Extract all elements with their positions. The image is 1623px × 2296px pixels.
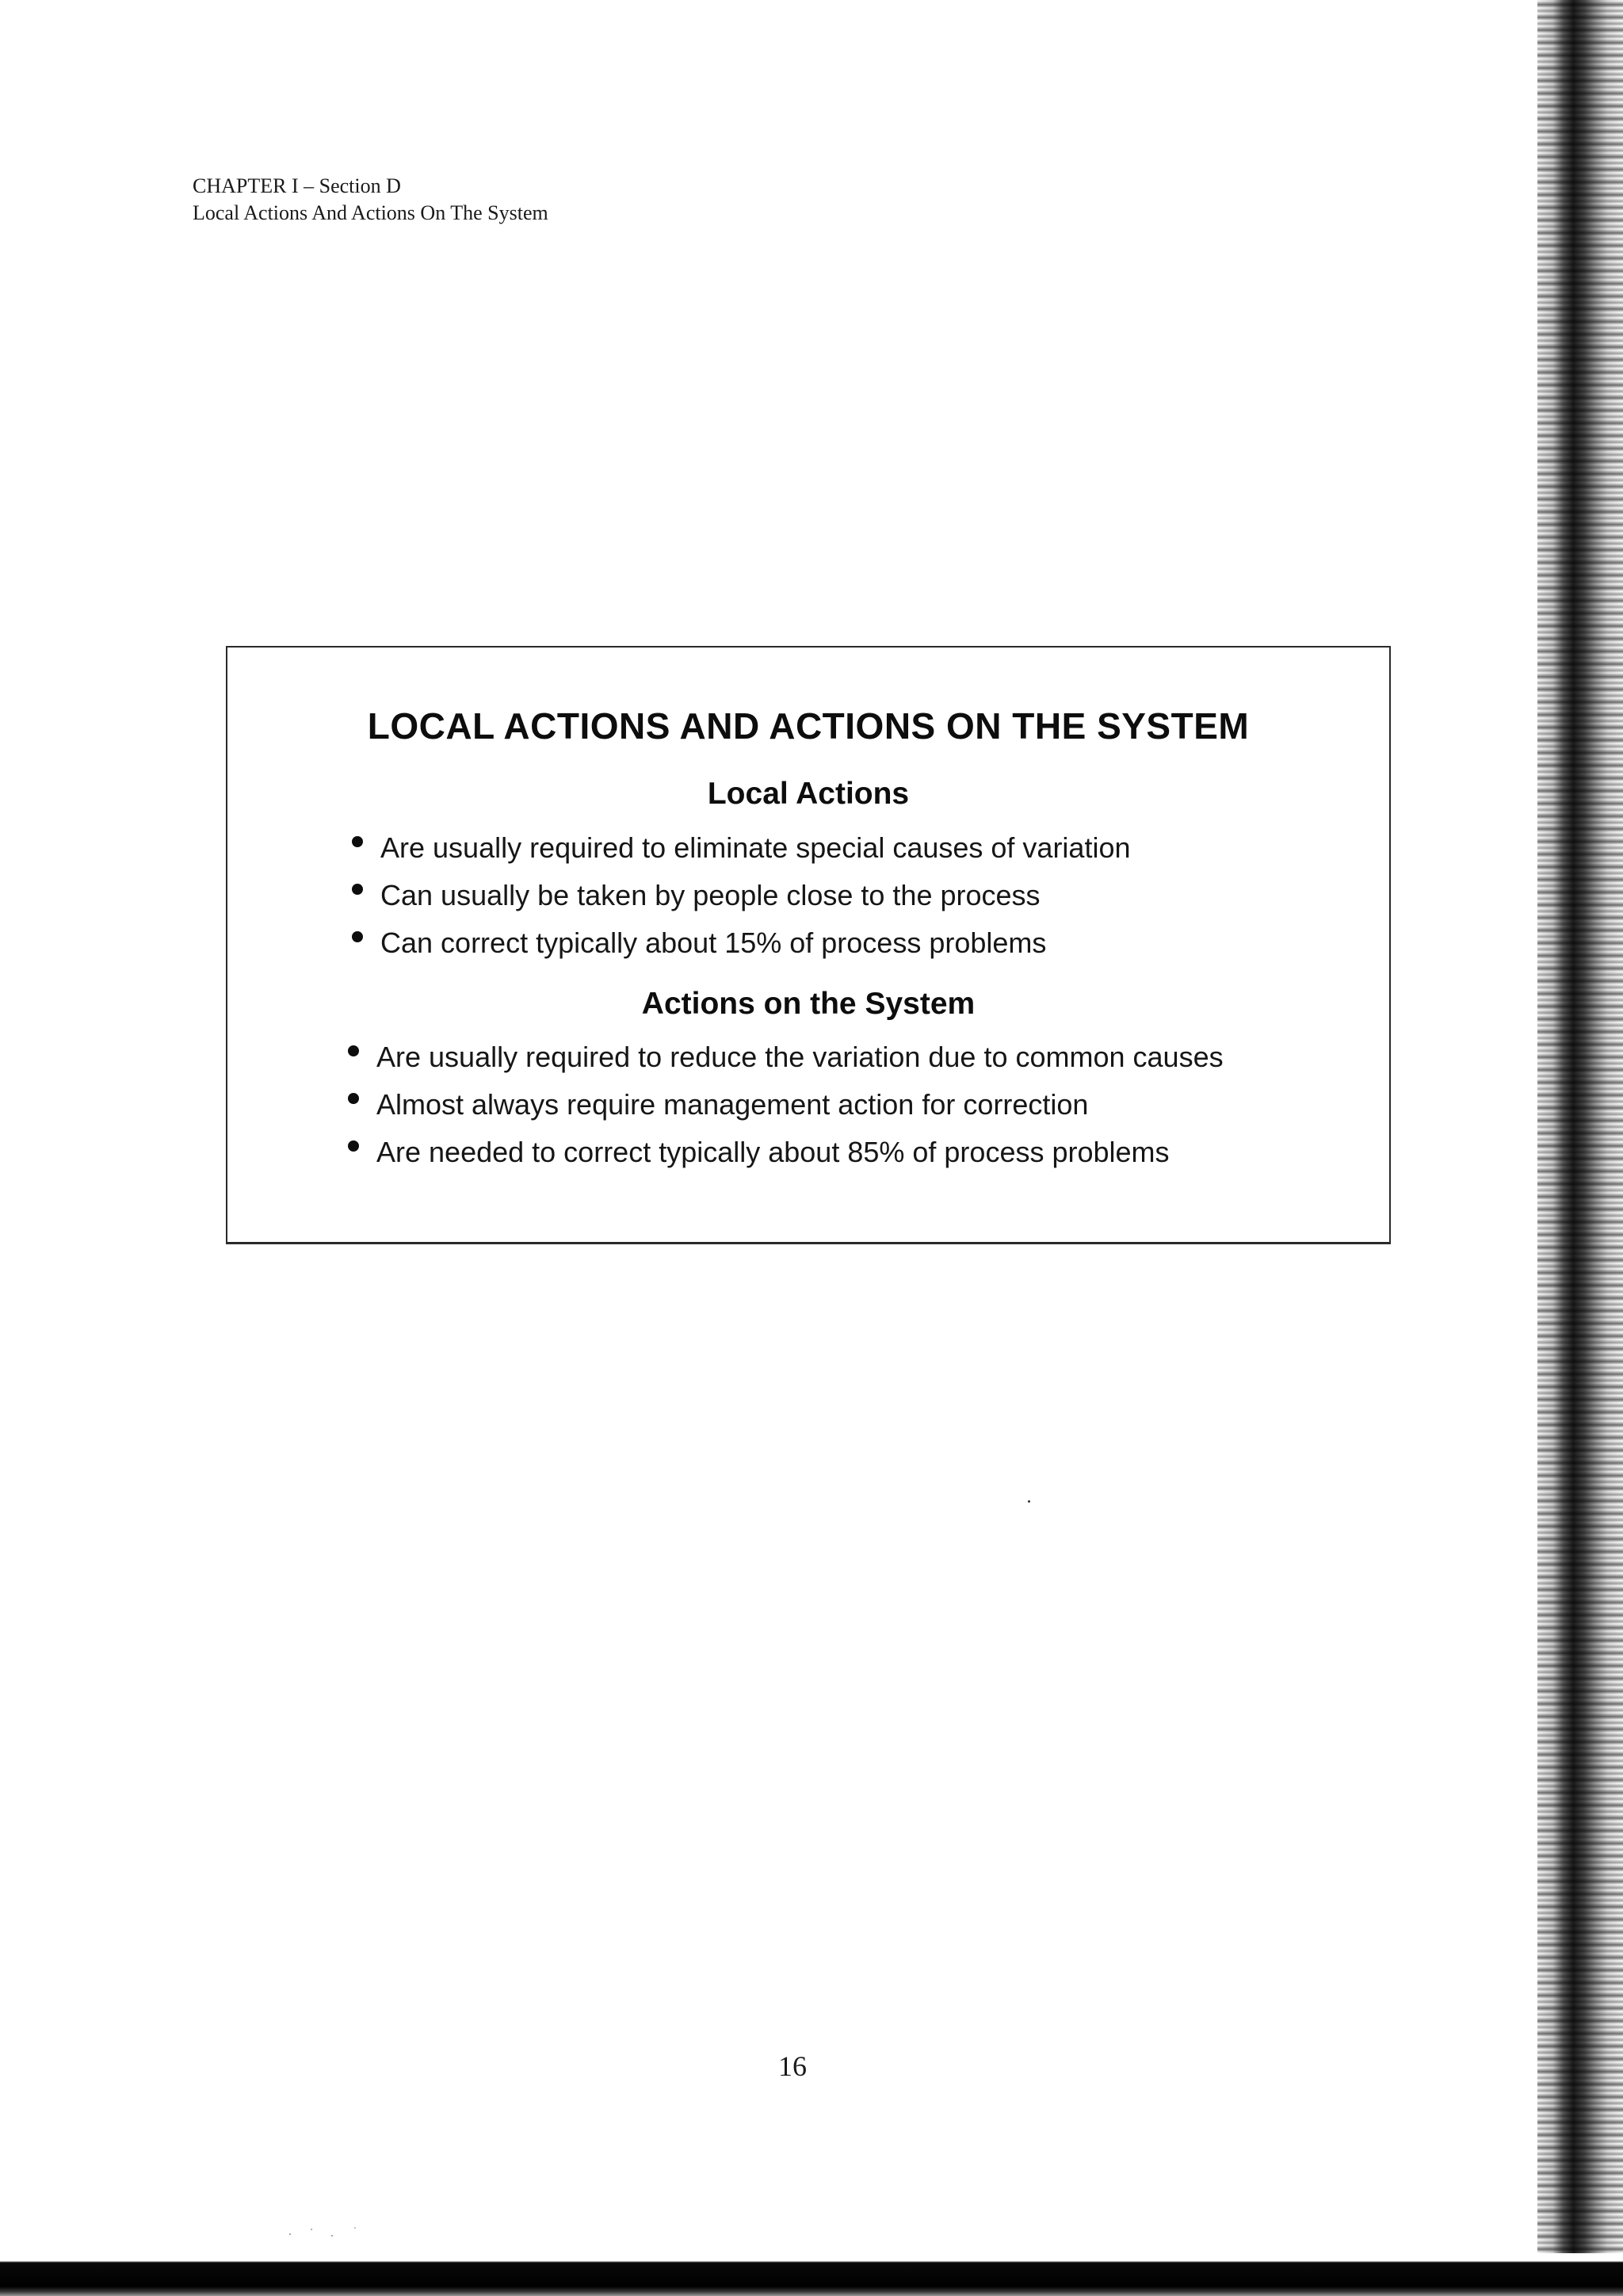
list-item-text: Can correct typically about 15% of process problems — [380, 926, 1047, 959]
bullet-icon — [348, 1045, 359, 1056]
local-actions-list — [350, 824, 1131, 967]
box-title: LOCAL ACTIONS AND ACTIONS ON THE SYSTEM — [367, 705, 1250, 747]
list-item — [350, 824, 1131, 872]
list-item — [346, 1129, 1224, 1176]
bullet-icon — [352, 931, 363, 942]
bullet-icon — [352, 884, 363, 895]
local-actions-heading: Local Actions — [707, 777, 910, 811]
bullet-icon — [348, 1093, 359, 1104]
running-header — [193, 173, 548, 227]
scan-speck — [311, 2229, 312, 2230]
chapter-section-label: CHAPTER I – Section D — [193, 174, 401, 197]
list-item-text: Can usually be taken by people close to the process — [380, 879, 1041, 911]
system-actions-list — [346, 1033, 1224, 1176]
list-item-text: Almost always require management action for correction — [376, 1088, 1089, 1121]
section-title: Local Actions And Actions On The System — [193, 201, 548, 224]
list-item — [350, 872, 1131, 919]
system-actions-heading: Actions on the System — [641, 987, 976, 1021]
scanned-page-bottom-edge — [0, 2253, 1623, 2296]
scanned-page-edge — [1537, 0, 1623, 2296]
scan-speck — [289, 2233, 291, 2235]
summary-box — [226, 646, 1391, 1244]
page-number: 16 — [778, 2050, 807, 2082]
list-item — [346, 1081, 1224, 1129]
bullet-icon — [352, 836, 363, 847]
scan-speck — [331, 2235, 333, 2237]
scan-speck — [1028, 1500, 1030, 1503]
scan-speck — [354, 2227, 356, 2229]
list-item-text: Are usually required to eliminate special causes of variation — [380, 831, 1131, 864]
list-item-text: Are needed to correct typically about 85% of process problems — [376, 1136, 1170, 1168]
list-item-text: Are usually required to reduce the variation due to common causes — [376, 1041, 1224, 1073]
list-item — [346, 1033, 1224, 1081]
list-item — [350, 919, 1131, 967]
bullet-icon — [348, 1140, 359, 1152]
